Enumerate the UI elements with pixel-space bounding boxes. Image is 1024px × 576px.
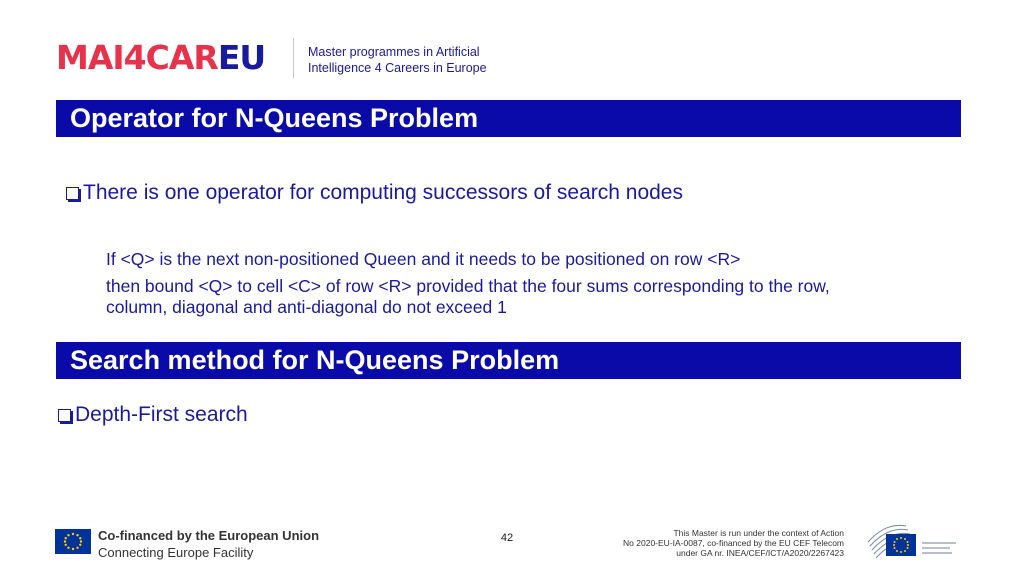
operator-line-3: column, diagonal and anti-diagonal do not exceed 1 (106, 297, 507, 317)
legal-line-3: under GA nr. INEA/CEF/ICT/A2020/2267423 (676, 548, 844, 558)
bullet-search (58, 402, 248, 428)
eu-flag-icon (55, 529, 91, 554)
logo-part-mai: MAI (56, 38, 124, 77)
legal-line-1: This Master is run under the context of Action (673, 528, 844, 538)
cofinanced-text: Co-financed by the European Union (98, 528, 320, 543)
bullet-operator (66, 180, 683, 206)
logo-part-4: 4 (123, 38, 146, 77)
tagline-line-1: Master programmes in Artificial (308, 45, 480, 59)
logo-part-eu: EU (217, 38, 266, 77)
section-title-search: Search method for N-Queens Problem (56, 342, 961, 379)
bullet-operator-text: There is one operator for computing successors of search nodes (83, 181, 683, 204)
checkbox-bullet-icon (66, 187, 79, 200)
bullet-search-text: Depth-First search (75, 403, 248, 426)
tagline-line-2: Intelligence 4 Careers in Europe (308, 61, 487, 75)
european-commission-logo-icon (866, 512, 962, 562)
logo-part-car: CAR (145, 38, 218, 77)
operator-line-1: If <Q> is the next non-positioned Queen and it needs to be positioned on row <R> (106, 249, 741, 269)
cofinanced-label (98, 527, 319, 561)
header-tagline (308, 44, 487, 76)
facility-text: Connecting Europe Facility (98, 545, 254, 560)
mai4careu-logo (56, 38, 265, 78)
header-divider (293, 38, 294, 78)
section-title-operator: Operator for N-Queens Problem (56, 100, 961, 137)
legal-notice (623, 528, 844, 558)
operator-line-2: then bound <Q> to cell <C> of row <R> provided that the four sums corresponding to the row, (106, 276, 830, 296)
checkbox-bullet-icon (58, 409, 71, 422)
legal-line-2: No 2020-EU-IA-0087, co-financed by the EU CEF Telecom (623, 538, 844, 548)
page-number: 42 (500, 532, 514, 544)
